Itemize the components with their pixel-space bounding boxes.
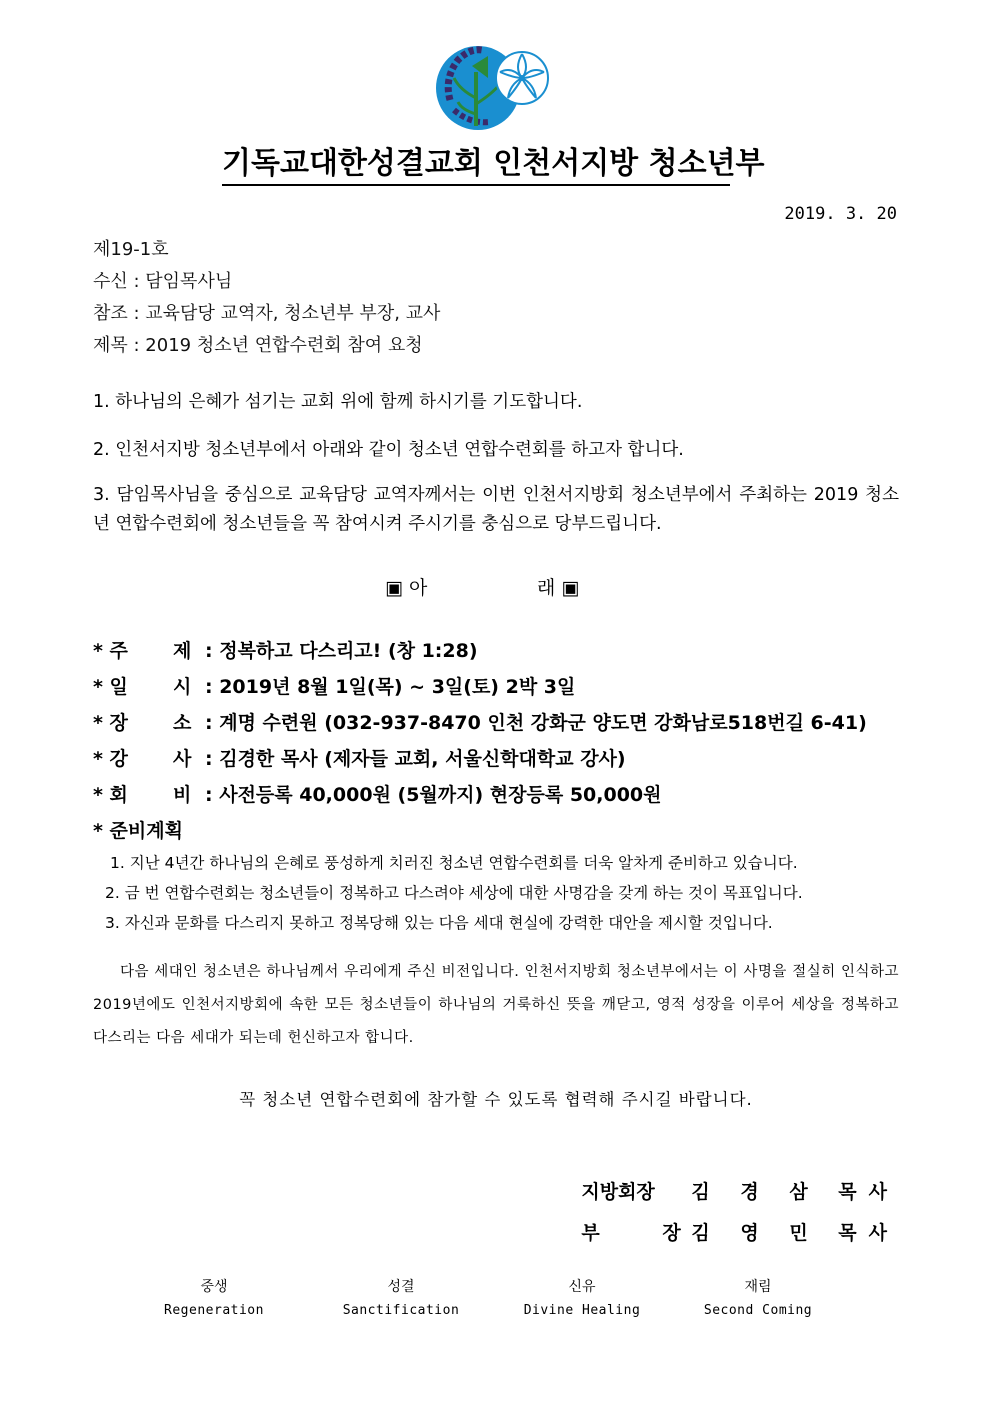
final-request: 꼭 청소년 연합수련회에 참가할 수 있도록 협력해 주시길 바랍니다. [239, 1090, 753, 1109]
reference-line: 참조 : 교육담당 교역자, 청소년부 부장, 교사 [93, 303, 441, 324]
footer-second-coming [658, 1276, 858, 1318]
footer-regeneration [114, 1276, 314, 1318]
detail-value: : 정복하고 다스리고! (창 1:28) [205, 640, 478, 662]
church-emblem-icon [430, 38, 560, 134]
recipient-line: 수신 : 담임목사님 [93, 271, 233, 292]
footer-english: Divine Healing [523, 1303, 641, 1318]
organization-title: 기독교대한성결교회 인천서지방 청소년부 [222, 138, 730, 186]
plan-item-2: 2. 금 번 연합수련회는 청소년들이 정복하고 다스려야 세상에 대한 사명감을 갖게 하는 것이 목표입니다. [105, 884, 803, 902]
footer-korean: 신유 [568, 1279, 596, 1295]
footer-divine-healing [482, 1276, 682, 1318]
detail-value: : 2019년 8월 1일(목) ~ 3일(토) 2박 3일 [205, 676, 576, 698]
plan-item-1: 1. 지난 4년간 하나님의 은혜로 풍성하게 치러진 청소년 연합수련회를 더욱 알차게 준비하고 있습니다. [110, 854, 798, 872]
subject-line: 제목 : 2019 청소년 연합수련회 참여 요청 [93, 335, 423, 356]
footer-sanctification [301, 1276, 501, 1318]
footer-english: Second Coming [703, 1303, 813, 1318]
detail-schedule [93, 672, 575, 699]
closing-paragraph: 다음 세대인 청소년은 하나님께서 우리에게 주신 비전입니다. 인천서지방회 청소년부에서는 이 사명을 절실히 인식하고 2019년에도 인천서지방회에 속한 모든 청소년들이 하나님의 거룩하신 뜻을 깨닫고, 영적 성장을 이루어 세상을 정복하고 다스리는 다음 세대가 되는데 헌신하고자 합니다. [93, 964, 899, 1046]
footer-english: Sanctification [342, 1303, 460, 1318]
plan-item-3: 3. 자신과 문화를 다스리지 못하고 정복당해 있는 다음 세대 현실에 강력한 대안을 제시할 것입니다. [105, 914, 773, 932]
section-heading-right: 래 ▣ [537, 577, 580, 599]
signature-title: 지방회장 [581, 1181, 655, 1203]
detail-value: : 김경한 목사 (제자들 교회, 서울신학대학교 강사) [205, 748, 626, 770]
document-number: 제19-1호 [93, 239, 169, 260]
signature-name: 김 경 삼 목사 [691, 1181, 899, 1203]
signature-district-head [581, 1177, 899, 1204]
detail-value: : 사전등록 40,000원 (5월까지) 현장등록 50,000원 [205, 784, 662, 806]
footer-korean: 중생 [200, 1279, 228, 1295]
detail-theme [93, 636, 478, 663]
signature-department-head [581, 1218, 899, 1245]
section-heading-left: ▣ 아 [385, 577, 428, 599]
signature-title: 부 장 [581, 1222, 709, 1244]
document-date: 2019. 3. 20 [784, 204, 897, 224]
footer-korean: 성결 [387, 1279, 415, 1295]
detail-fee [93, 780, 662, 807]
detail-label: * 장 소 [93, 712, 192, 734]
detail-speaker [93, 744, 626, 771]
signature-name: 김 영 민 목사 [691, 1222, 899, 1244]
detail-label: * 강 사 [93, 748, 192, 770]
detail-label: * 회 비 [93, 784, 192, 806]
paragraph-3: 3. 담임목사님을 중심으로 교육담당 교역자께서는 이번 인천서지방회 청소년부에서 주최하는 2019 청소년 연합수련회에 청소년들을 꼭 참여시켜 주시기를 충심으로 당부드립니다. [93, 485, 899, 534]
paragraph-2: 2. 인천서지방 청소년부에서 아래와 같이 청소년 연합수련회를 하고자 합니다. [93, 440, 684, 460]
detail-venue [93, 708, 867, 735]
footer-korean: 재림 [744, 1279, 772, 1295]
footer-english: Regeneration [164, 1303, 264, 1318]
plan-heading: * 준비계획 [93, 820, 183, 842]
paragraph-1: 1. 하나님의 은혜가 섬기는 교회 위에 함께 하시기를 기도합니다. [93, 392, 583, 412]
detail-value: : 계명 수련원 (032-937-8470 인천 강화군 양도면 강화남로518번길 6-41) [205, 712, 867, 734]
detail-label: * 일 시 [93, 676, 192, 698]
detail-label: * 주 제 [93, 640, 192, 662]
